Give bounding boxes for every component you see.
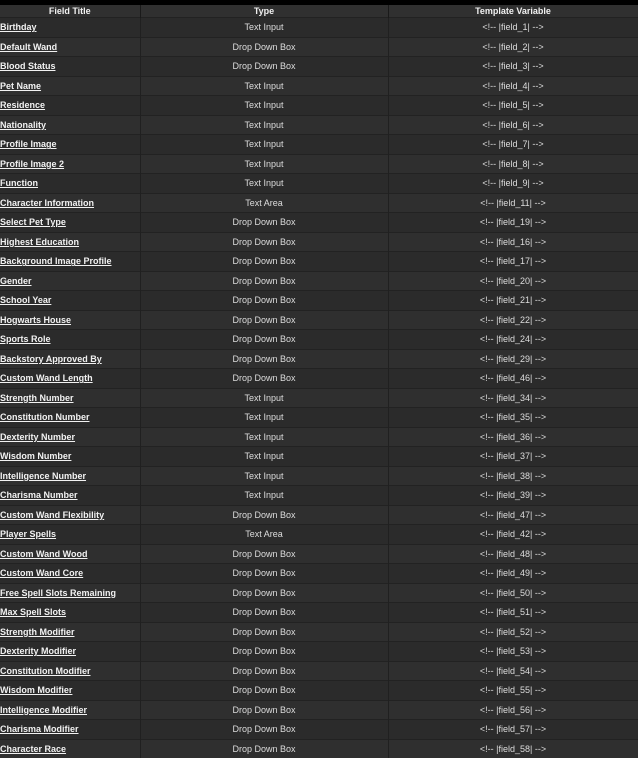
template-variable-cell: <!-- |field_36| --> [388,427,638,447]
table-row [0,18,638,38]
table-row [0,154,638,174]
field-type-cell: Drop Down Box [140,583,388,603]
field-title-cell [0,681,140,701]
template-variable-cell: <!-- |field_47| --> [388,505,638,525]
template-variable-cell: <!-- |field_51| --> [388,603,638,623]
template-variable-cell: <!-- |field_38| --> [388,466,638,486]
field-type-cell: Text Input [140,486,388,506]
template-variable-cell: <!-- |field_6| --> [388,115,638,135]
field-title-cell [0,76,140,96]
template-variable-cell: <!-- |field_35| --> [388,408,638,428]
table-row [0,681,638,701]
template-variable-cell: <!-- |field_11| --> [388,193,638,213]
field-title-cell [0,739,140,758]
field-type-cell: Drop Down Box [140,310,388,330]
template-variable-cell: <!-- |field_50| --> [388,583,638,603]
field-type-cell: Drop Down Box [140,349,388,369]
table-row [0,96,638,116]
table-row [0,466,638,486]
field-title-link[interactable]: Blood Status [0,61,56,72]
column-header-type: Type [140,5,388,18]
field-title-link[interactable]: Custom Wand Wood [0,548,88,559]
table-row [0,57,638,77]
field-title-link[interactable]: Charisma Number [0,490,78,501]
template-variable-cell: <!-- |field_53| --> [388,642,638,662]
table-row [0,310,638,330]
field-title-cell [0,232,140,252]
table-row [0,271,638,291]
field-title-link[interactable]: Backstory Approved By [0,353,102,364]
template-variable-cell: <!-- |field_54| --> [388,661,638,681]
field-type-cell: Drop Down Box [140,564,388,584]
column-header-field-title: Field Title [0,5,140,18]
field-type-cell: Drop Down Box [140,544,388,564]
template-variable-cell: <!-- |field_16| --> [388,232,638,252]
field-title-cell [0,408,140,428]
field-title-cell [0,135,140,155]
field-title-link[interactable]: Custom Wand Core [0,568,84,579]
field-title-cell [0,310,140,330]
template-variable-cell: <!-- |field_4| --> [388,76,638,96]
field-type-cell: Drop Down Box [140,739,388,758]
table-row [0,661,638,681]
template-variable-cell: <!-- |field_8| --> [388,154,638,174]
field-type-cell: Drop Down Box [140,369,388,389]
table-row [0,232,638,252]
field-title-link[interactable]: Hogwarts House [0,314,72,325]
table-row [0,583,638,603]
field-title-cell [0,603,140,623]
field-title-link[interactable]: Intelligence Modifier [0,704,88,715]
template-variable-cell: <!-- |field_21| --> [388,291,638,311]
field-title-link[interactable]: Charisma Modifier [0,724,79,735]
field-title-cell [0,154,140,174]
table-row [0,603,638,623]
field-title-link[interactable]: Strength Number [0,392,74,403]
field-title-cell [0,486,140,506]
field-type-cell: Drop Down Box [140,661,388,681]
field-title-link[interactable]: Constitution Number [0,412,90,423]
table-row [0,622,638,642]
field-type-cell: Text Input [140,408,388,428]
field-title-link[interactable]: Dexterity Modifier [0,646,77,657]
field-type-cell: Text Input [140,96,388,116]
field-title-cell [0,271,140,291]
field-title-link[interactable]: Highest Education [0,236,80,247]
field-title-link[interactable]: Player Spells [0,529,57,540]
field-title-cell [0,115,140,135]
field-type-cell: Text Area [140,193,388,213]
field-type-cell: Text Input [140,388,388,408]
field-type-cell: Drop Down Box [140,232,388,252]
table-row [0,427,638,447]
column-header-template-variable: Template Variable [388,5,638,18]
field-type-cell: Text Input [140,447,388,467]
field-type-cell: Drop Down Box [140,505,388,525]
field-title-cell [0,505,140,525]
field-title-link[interactable]: Wisdom Number [0,451,72,462]
template-variable-cell: <!-- |field_19| --> [388,213,638,233]
field-title-link[interactable]: Intelligence Number [0,470,87,481]
table-row [0,349,638,369]
field-title-link[interactable]: Character Information [0,197,95,208]
field-title-link[interactable]: Free Spell Slots Remaining [0,587,117,598]
template-variable-cell: <!-- |field_22| --> [388,310,638,330]
table-row [0,505,638,525]
field-type-cell: Drop Down Box [140,681,388,701]
field-title-cell [0,96,140,116]
template-variable-cell: <!-- |field_37| --> [388,447,638,467]
field-title-link[interactable]: Profile Image [0,139,57,150]
table-row [0,525,638,545]
field-type-cell: Drop Down Box [140,57,388,77]
field-type-cell: Drop Down Box [140,700,388,720]
field-type-cell: Drop Down Box [140,603,388,623]
field-title-link[interactable]: Residence [0,100,46,111]
field-type-cell: Text Input [140,18,388,38]
field-title-link[interactable]: Dexterity Number [0,431,76,442]
template-variable-cell: <!-- |field_3| --> [388,57,638,77]
field-type-cell: Text Input [140,427,388,447]
field-type-cell: Drop Down Box [140,330,388,350]
template-variable-cell: <!-- |field_39| --> [388,486,638,506]
field-title-cell [0,252,140,272]
table-row [0,544,638,564]
template-variable-cell: <!-- |field_55| --> [388,681,638,701]
field-title-cell [0,564,140,584]
field-title-link[interactable]: Sports Role [0,334,51,345]
template-variable-cell: <!-- |field_9| --> [388,174,638,194]
field-type-cell: Drop Down Box [140,213,388,233]
table-row [0,76,638,96]
template-variable-cell: <!-- |field_17| --> [388,252,638,272]
template-variable-cell: <!-- |field_2| --> [388,37,638,57]
table-row [0,642,638,662]
table-row [0,447,638,467]
field-title-cell [0,18,140,38]
field-title-link[interactable]: Wisdom Modifier [0,685,73,696]
field-title-cell [0,447,140,467]
field-title-cell [0,466,140,486]
table-row [0,720,638,740]
field-title-link[interactable]: Profile Image 2 [0,158,65,169]
field-title-link[interactable]: Custom Wand Length [0,373,93,384]
template-variable-cell: <!-- |field_5| --> [388,96,638,116]
table-row [0,37,638,57]
template-variable-cell: <!-- |field_1| --> [388,18,638,38]
template-variable-cell: <!-- |field_52| --> [388,622,638,642]
field-type-cell: Text Input [140,135,388,155]
field-title-link[interactable]: Nationality [0,119,47,130]
template-variable-cell: <!-- |field_58| --> [388,739,638,758]
field-title-cell [0,583,140,603]
table-row [0,700,638,720]
template-variable-cell: <!-- |field_57| --> [388,720,638,740]
field-title-link[interactable]: Default Wand [0,41,58,52]
field-title-cell [0,700,140,720]
field-title-link[interactable]: Function [0,178,38,189]
field-title-cell [0,37,140,57]
table-row [0,369,638,389]
field-title-link[interactable]: Character Race [0,743,67,754]
template-variable-cell: <!-- |field_48| --> [388,544,638,564]
field-title-cell [0,193,140,213]
field-type-cell: Drop Down Box [140,271,388,291]
field-title-link[interactable]: Background Image Profile [0,256,112,267]
field-type-cell: Text Input [140,174,388,194]
table-row [0,135,638,155]
field-type-cell: Text Input [140,115,388,135]
template-variable-cell: <!-- |field_29| --> [388,349,638,369]
field-type-cell: Text Input [140,154,388,174]
table-row [0,193,638,213]
table-row [0,408,638,428]
field-title-cell [0,388,140,408]
field-title-cell [0,642,140,662]
field-title-link[interactable]: Constitution Modifier [0,665,91,676]
field-type-cell: Drop Down Box [140,622,388,642]
field-title-link[interactable]: Strength Modifier [0,626,75,637]
table-row [0,739,638,758]
template-variable-cell: <!-- |field_49| --> [388,564,638,584]
field-title-link[interactable]: Max Spell Slots [0,607,67,618]
field-title-cell [0,174,140,194]
template-variable-cell: <!-- |field_34| --> [388,388,638,408]
field-title-link[interactable]: Custom Wand Flexibility [0,509,105,520]
table-row [0,252,638,272]
field-title-cell [0,349,140,369]
field-type-cell: Drop Down Box [140,720,388,740]
field-type-cell: Text Input [140,76,388,96]
template-variable-cell: <!-- |field_24| --> [388,330,638,350]
table-row [0,174,638,194]
field-title-link[interactable]: School Year [0,295,52,306]
table-row [0,564,638,584]
field-type-cell: Drop Down Box [140,37,388,57]
field-title-cell [0,544,140,564]
field-title-cell [0,525,140,545]
field-title-link[interactable]: Pet Name [0,80,42,91]
profile-fields-table [0,5,638,758]
field-title-cell [0,661,140,681]
template-variable-cell: <!-- |field_46| --> [388,369,638,389]
template-variable-cell: <!-- |field_20| --> [388,271,638,291]
table-row [0,486,638,506]
template-variable-cell: <!-- |field_42| --> [388,525,638,545]
field-type-cell: Text Area [140,525,388,545]
template-variable-cell: <!-- |field_7| --> [388,135,638,155]
table-row [0,213,638,233]
header-row [0,5,638,18]
field-title-link[interactable]: Gender [0,275,32,286]
field-type-cell: Text Input [140,466,388,486]
field-title-cell [0,291,140,311]
field-type-cell: Drop Down Box [140,642,388,662]
field-title-cell [0,213,140,233]
field-title-cell [0,330,140,350]
field-type-cell: Drop Down Box [140,252,388,272]
field-type-cell: Drop Down Box [140,291,388,311]
table-header [0,5,638,18]
table-row [0,115,638,135]
template-variable-cell: <!-- |field_56| --> [388,700,638,720]
field-title-link[interactable]: Birthday [0,22,37,33]
table-row [0,388,638,408]
field-title-cell [0,369,140,389]
field-title-link[interactable]: Select Pet Type [0,217,66,228]
table-body [0,18,638,758]
field-title-cell [0,57,140,77]
table-row [0,291,638,311]
field-title-cell [0,427,140,447]
field-title-cell [0,720,140,740]
field-title-cell [0,622,140,642]
table-row [0,330,638,350]
